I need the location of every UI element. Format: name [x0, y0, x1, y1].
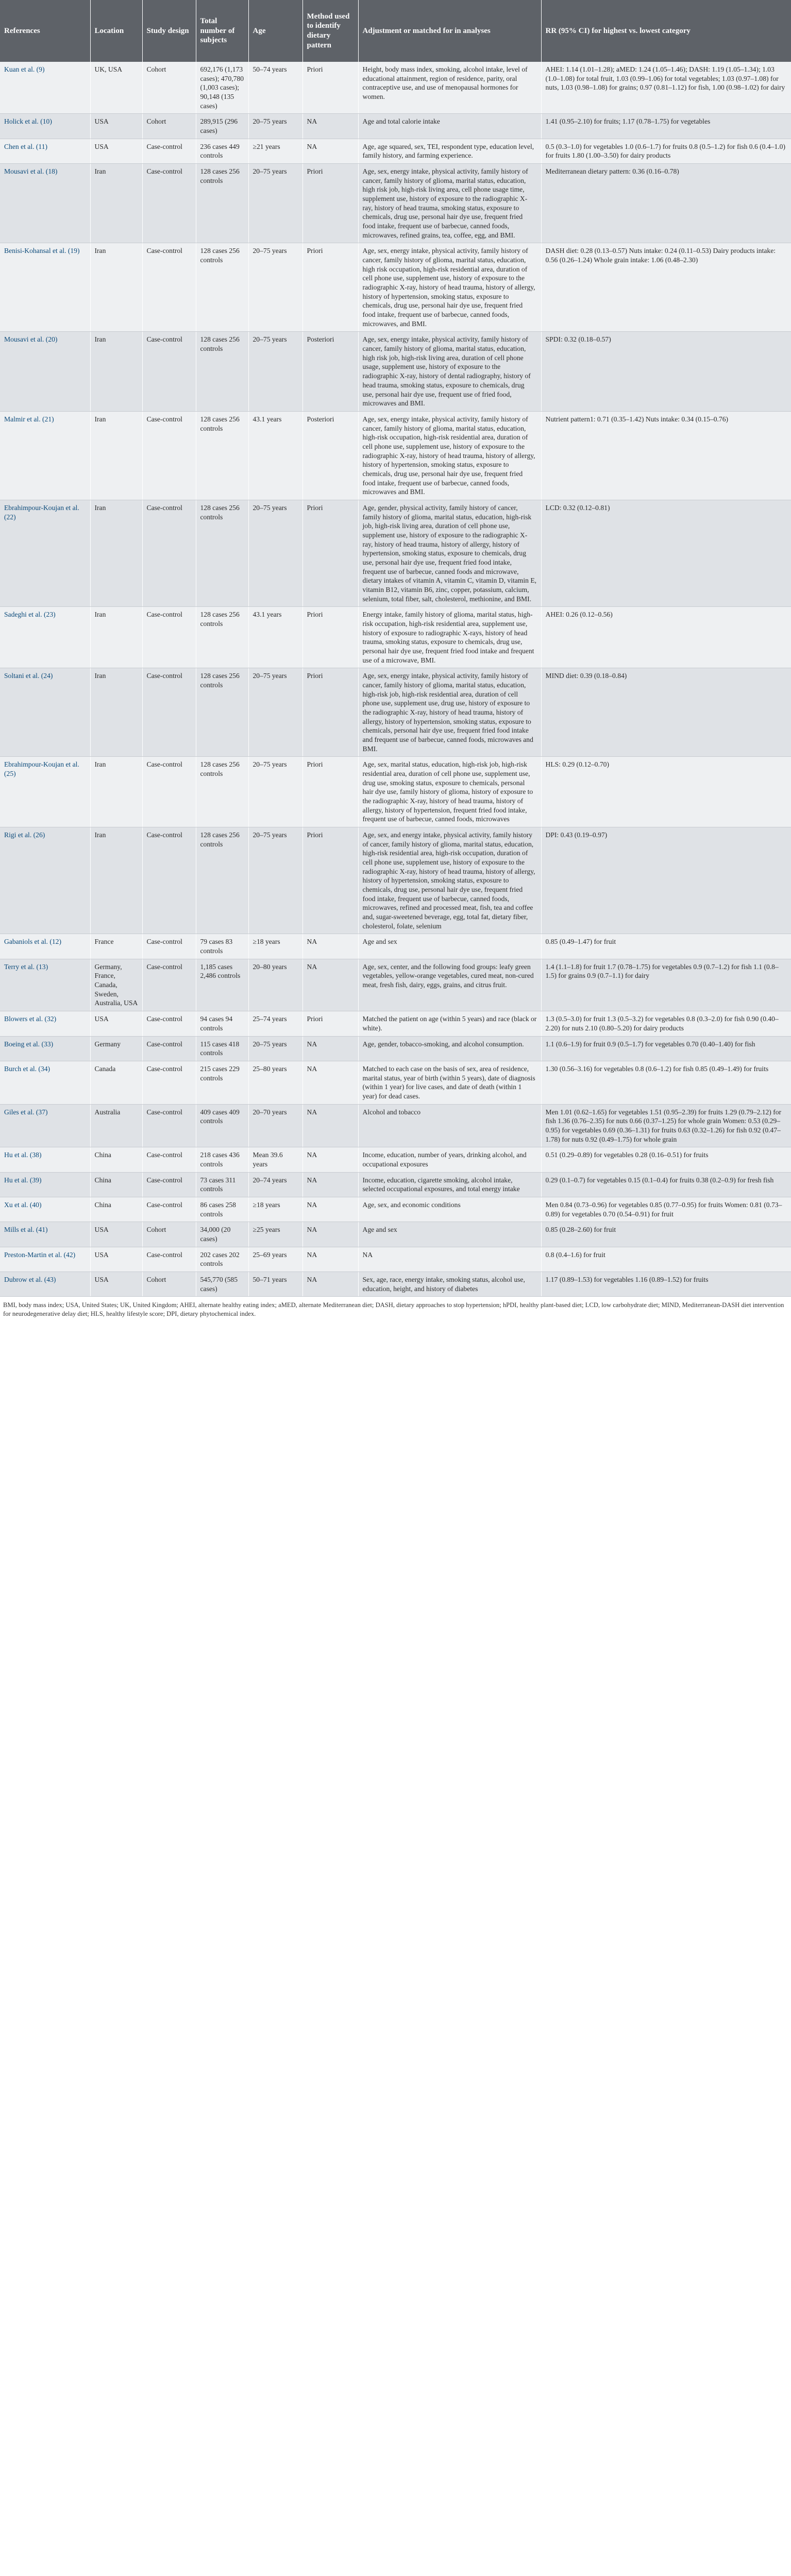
rr-cell: 0.8 (0.4–1.6) for fruit [541, 1247, 791, 1272]
reference-cell[interactable]: Burch et al. (34) [0, 1061, 90, 1104]
location-cell: Germany [90, 1036, 142, 1061]
subjects-cell: 128 cases 256 controls [196, 500, 248, 606]
age-cell: 20–75 years [248, 500, 302, 606]
rr-cell: 0.51 (0.29–0.89) for vegetables 0.28 (0.16–0.51) for fruits [541, 1147, 791, 1172]
adjustment-cell: Age, sex, center, and the following food groups: leafy green vegetables, yellow-orange vegetables, cured meat, non-cured meat, fresh fish, dairy, eggs, grains, and citrus fruit. [358, 959, 541, 1011]
age-cell: Mean 39.6 years [248, 1147, 302, 1172]
rr-cell: 1.1 (0.6–1.9) for fruit 0.9 (0.5–1.7) for vegetables 0.70 (0.40–1.40) for fish [541, 1036, 791, 1061]
location-cell: USA [90, 1222, 142, 1247]
table-row [0, 934, 791, 959]
study-design-cell: Case-control [142, 243, 196, 332]
reference-cell[interactable]: Benisi-Kohansal et al. (19) [0, 243, 90, 332]
table-row [0, 411, 791, 500]
reference-cell[interactable]: Xu et al. (40) [0, 1197, 90, 1222]
table-row [0, 243, 791, 332]
rr-cell: Nutrient pattern1: 0.71 (0.35–1.42) Nuts intake: 0.34 (0.15–0.76) [541, 411, 791, 500]
table-row [0, 1197, 791, 1222]
location-cell: USA [90, 1247, 142, 1272]
adjustment-cell: Energy intake, family history of glioma, marital status, high-risk occupation, high-risk residential area, supplement use, history of exposure to radiographic X-rays, history of head trauma, smoking status, exposure to chemicals, drug use, personal hair dye use, frequent fried food intake and frequent use of a microwave, BMI. [358, 607, 541, 668]
age-cell: 20–75 years [248, 164, 302, 243]
subjects-cell: 545,770 (585 cases) [196, 1272, 248, 1296]
age-cell: 20–74 years [248, 1172, 302, 1197]
method-cell: Priori [302, 62, 358, 114]
reference-cell[interactable]: Sadeghi et al. (23) [0, 607, 90, 668]
age-cell: 25–80 years [248, 1061, 302, 1104]
reference-cell[interactable]: Malmir et al. (21) [0, 411, 90, 500]
column-header: Age [248, 0, 302, 62]
adjustment-cell: Age and total calorie intake [358, 114, 541, 139]
subjects-cell: 128 cases 256 controls [196, 607, 248, 668]
method-cell: NA [302, 139, 358, 163]
study-design-cell: Case-control [142, 332, 196, 411]
study-design-cell: Case-control [142, 607, 196, 668]
table-row [0, 332, 791, 411]
rr-cell: 0.5 (0.3–1.0) for vegetables 1.0 (0.6–1.7) for fruits 0.8 (0.5–1.2) for fish 0.6 (0.4–1.0) for fruits 1.80 (1.00–3.50) for dairy products [541, 139, 791, 163]
method-cell: Priori [302, 1011, 358, 1036]
table-row [0, 1036, 791, 1061]
age-cell: 20–75 years [248, 243, 302, 332]
age-cell: 20–75 years [248, 668, 302, 757]
subjects-cell: 236 cases 449 controls [196, 139, 248, 163]
study-design-cell: Case-control [142, 411, 196, 500]
adjustment-cell: Income, education, cigarette smoking, alcohol intake, selected occupational exposures, and total energy intake [358, 1172, 541, 1197]
table-row [0, 757, 791, 827]
column-header: Study design [142, 0, 196, 62]
subjects-cell: 128 cases 256 controls [196, 332, 248, 411]
rr-cell: DASH diet: 0.28 (0.13–0.57) Nuts intake: 0.24 (0.11–0.53) Dairy products intake: 0.56 (0.26–1.24) Whole grain intake: 1.06 (0.48–2.30) [541, 243, 791, 332]
rr-cell: 1.17 (0.89–1.53) for vegetables 1.16 (0.89–1.52) for fruits [541, 1272, 791, 1296]
method-cell: Priori [302, 607, 358, 668]
location-cell: France [90, 934, 142, 959]
study-design-cell: Case-control [142, 934, 196, 959]
subjects-cell: 218 cases 436 controls [196, 1147, 248, 1172]
table-row [0, 1222, 791, 1247]
reference-cell[interactable]: Ebrahimpour-Koujan et al. (22) [0, 500, 90, 606]
column-header: Adjustment or matched for in analyses [358, 0, 541, 62]
subjects-cell: 86 cases 258 controls [196, 1197, 248, 1222]
location-cell: USA [90, 114, 142, 139]
subjects-cell: 128 cases 256 controls [196, 827, 248, 934]
location-cell: Iran [90, 500, 142, 606]
reference-cell[interactable]: Hu et al. (38) [0, 1147, 90, 1172]
age-cell: 20–80 years [248, 959, 302, 1011]
reference-cell[interactable]: Mousavi et al. (20) [0, 332, 90, 411]
table-footnote: BMI, body mass index; USA, United States; UK, United Kingdom; AHEI, alternate healthy eating index; aMED, alternate Mediterranean diet; DASH, dietary approaches to stop hypertension; hPDI, healthy plant-based diet; LCD, low carbohydrate diet; MIND, Mediterranean-DASH diet intervention for neurodegenerative delay diet; HLS, healthy lifestyle score; DPI, dietary phytochemical index. [0, 1297, 791, 1323]
subjects-cell: 79 cases 83 controls [196, 934, 248, 959]
age-cell: 50–71 years [248, 1272, 302, 1296]
method-cell: Priori [302, 164, 358, 243]
table-row [0, 1061, 791, 1104]
adjustment-cell: Age, sex, and energy intake, physical activity, family history of cancer, family history of glioma, marital status, education, high-risk residential area, high-risk occupation, duration of cell phone use, supplement use, history of exposure to the radiographic X-ray, history of head trauma, history of allergy, history of hypertension, smoking status, exposure to chemicals, drug use, personal hair dye use, frequent fried food intake, frequent use of barbecue, canned foods, microwaves, refined and processed meat, fish, tea and coffee and, sugar-sweetened beverage, egg, total fat, dietary fiber, cholesterol, folate, selenium [358, 827, 541, 934]
study-design-cell: Case-control [142, 164, 196, 243]
table-row [0, 1147, 791, 1172]
reference-cell[interactable]: Terry et al. (13) [0, 959, 90, 1011]
adjustment-cell: Sex, age, race, energy intake, smoking status, alcohol use, education, height, and history of diabetes [358, 1272, 541, 1296]
rr-cell: 0.85 (0.49–1.47) for fruit [541, 934, 791, 959]
rr-cell: LCD: 0.32 (0.12–0.81) [541, 500, 791, 606]
study-design-cell: Cohort [142, 114, 196, 139]
study-design-cell: Cohort [142, 1272, 196, 1296]
table-row [0, 139, 791, 163]
rr-cell: AHEI: 1.14 (1.01–1.28); aMED: 1.24 (1.05–1.46); DASH: 1.19 (1.05–1.34); 1.03 (1.0–1.08) for total fruit, 1.03 (0.99–1.06) for total vegetables; 1.03 (0.97–1.08) for nuts, 1.03 (0.98–1.08) for grains; 0.97 (0.81–1.12) for fish, 1.00 (0.98–1.02) for dairy [541, 62, 791, 114]
reference-cell[interactable]: Ebrahimpour-Koujan et al. (25) [0, 757, 90, 827]
study-design-cell: Case-control [142, 1011, 196, 1036]
method-cell: Priori [302, 500, 358, 606]
age-cell: 25–69 years [248, 1247, 302, 1272]
reference-cell[interactable]: Kuan et al. (9) [0, 62, 90, 114]
study-design-cell: Case-control [142, 1036, 196, 1061]
adjustment-cell: Age, sex, marital status, education, high-risk job, high-risk residential area, duration of cell phone use, supplement use, drug use, smoking status, exposure to chemicals, personal hair dye use, family history of glioma, history of exposure to the radiographic X-ray, history of head trauma, history of allergy, history of hypertension, frequent fried food intake, frequent use of barbecue, canned foods, microwaves [358, 757, 541, 827]
column-header: Location [90, 0, 142, 62]
location-cell: China [90, 1197, 142, 1222]
location-cell: Iran [90, 668, 142, 757]
reference-cell[interactable]: Rigi et al. (26) [0, 827, 90, 934]
location-cell: USA [90, 1272, 142, 1296]
rr-cell: 1.4 (1.1–1.8) for fruit 1.7 (0.78–1.75) for vegetables 0.9 (0.7–1.2) for fish 1.1 (0.8–1.5) for grains 0.9 (0.7–1.1) for dairy [541, 959, 791, 1011]
study-design-cell: Case-control [142, 1197, 196, 1222]
age-cell: 20–75 years [248, 1036, 302, 1061]
location-cell: Iran [90, 243, 142, 332]
method-cell: NA [302, 1222, 358, 1247]
subjects-cell: 128 cases 256 controls [196, 243, 248, 332]
location-cell: Iran [90, 757, 142, 827]
rr-cell: MIND diet: 0.39 (0.18–0.84) [541, 668, 791, 757]
reference-cell[interactable]: Soltani et al. (24) [0, 668, 90, 757]
method-cell: Priori [302, 827, 358, 934]
rr-cell: Men 0.84 (0.73–0.96) for vegetables 0.85 (0.77–0.95) for fruits Women: 0.81 (0.73–0.89) for vegetables 0.70 (0.54–0.91) for fruit [541, 1197, 791, 1222]
adjustment-cell: Income, education, number of years, drinking alcohol, and occupational exposures [358, 1147, 541, 1172]
column-header: Method used to identify dietary pattern [302, 0, 358, 62]
subjects-cell: 115 cases 418 controls [196, 1036, 248, 1061]
method-cell: NA [302, 1172, 358, 1197]
column-header: RR (95% CI) for highest vs. lowest category [541, 0, 791, 62]
study-design-cell: Case-control [142, 959, 196, 1011]
subjects-cell: 94 cases 94 controls [196, 1011, 248, 1036]
adjustment-cell: Age, age squared, sex, TEI, respondent type, education level, family history, and farming experience. [358, 139, 541, 163]
location-cell: Germany, France, Canada, Sweden, Australia, USA [90, 959, 142, 1011]
rr-cell: HLS: 0.29 (0.12–0.70) [541, 757, 791, 827]
column-header: Total number of subjects [196, 0, 248, 62]
study-design-cell: Case-control [142, 139, 196, 163]
subjects-cell: 128 cases 256 controls [196, 164, 248, 243]
age-cell: 20–75 years [248, 827, 302, 934]
table-row [0, 1272, 791, 1296]
study-design-cell: Case-control [142, 1061, 196, 1104]
reference-cell[interactable]: Giles et al. (37) [0, 1104, 90, 1147]
age-cell: 20–75 years [248, 332, 302, 411]
adjustment-cell: NA [358, 1247, 541, 1272]
table-row [0, 1011, 791, 1036]
location-cell: Canada [90, 1061, 142, 1104]
table-row [0, 959, 791, 1011]
adjustment-cell: Age, gender, physical activity, family history of cancer, family history of glioma, marital status, education, high-risk job, high-risk living area, duration of cell phone use, supplement use, history of exposure to the radiographic X-ray, history of head trauma, history of allergy, history of hypertension, smoking status, exposure to chemicals, drug use, personal hair dye use, frequent fried food intake, frequent use of barbecue, canned foods and microwave, dietary intakes of vitamin A, vitamin C, vitamin D, vitamin E, vitamin B12, vitamin B6, zinc, copper, potassium, calcium, selenium, total fiber, salt, cholesterol, methionine, and BMI. [358, 500, 541, 606]
reference-cell[interactable]: Preston-Martin et al. (42) [0, 1247, 90, 1272]
reference-cell[interactable]: Gabaniols et al. (12) [0, 934, 90, 959]
method-cell: NA [302, 934, 358, 959]
rr-cell: 1.30 (0.56–3.16) for vegetables 0.8 (0.6–1.2) for fish 0.85 (0.49–1.49) for fruits [541, 1061, 791, 1104]
rr-cell: 1.41 (0.95–2.10) for fruits; 1.17 (0.78–1.75) for vegetables [541, 114, 791, 139]
adjustment-cell: Matched to each case on the basis of sex, area of residence, marital status, year of birth (within 5 years), date of diagnosis (within 1 year) for live cases, and date of death (within 1 year) for dead cases. [358, 1061, 541, 1104]
method-cell: Priori [302, 757, 358, 827]
age-cell: ≥21 years [248, 139, 302, 163]
study-design-cell: Case-control [142, 500, 196, 606]
method-cell: NA [302, 1197, 358, 1222]
table-row [0, 1247, 791, 1272]
table-row [0, 1172, 791, 1197]
adjustment-cell: Alcohol and tobacco [358, 1104, 541, 1147]
subjects-cell: 1,185 cases 2,486 controls [196, 959, 248, 1011]
method-cell: NA [302, 1147, 358, 1172]
table-row [0, 607, 791, 668]
study-design-cell: Case-control [142, 1104, 196, 1147]
age-cell: 43.1 years [248, 607, 302, 668]
subjects-cell: 128 cases 256 controls [196, 668, 248, 757]
location-cell: UK, USA [90, 62, 142, 114]
table-row [0, 114, 791, 139]
rr-cell: SPDI: 0.32 (0.18–0.57) [541, 332, 791, 411]
study-design-cell: Case-control [142, 757, 196, 827]
column-header: References [0, 0, 90, 62]
reference-cell[interactable]: Mousavi et al. (18) [0, 164, 90, 243]
method-cell: NA [302, 114, 358, 139]
reference-cell[interactable]: Chen et al. (11) [0, 139, 90, 163]
study-design-cell: Cohort [142, 1222, 196, 1247]
location-cell: China [90, 1172, 142, 1197]
adjustment-cell: Age, sex, energy intake, physical activity, family history of cancer, family history of glioma, marital status, education, high risk occupation, high-risk residential area, duration of cell phone use, supplement use, history of exposure to the radiographic X-ray, history of head trauma, history of allergy, history of hypertension, smoking status, exposure to chemicals, drug use, personal hair dye use, frequent fried food intake, frequent use of barbecue, canned foods, microwaves, and BMI. [358, 243, 541, 332]
subjects-cell: 128 cases 256 controls [196, 757, 248, 827]
study-design-cell: Case-control [142, 1147, 196, 1172]
table-row [0, 668, 791, 757]
reference-cell[interactable]: Blowers et al. (32) [0, 1011, 90, 1036]
age-cell: ≥18 years [248, 1197, 302, 1222]
table-header [0, 0, 791, 62]
reference-cell[interactable]: Dubrow et al. (43) [0, 1272, 90, 1296]
method-cell: NA [302, 1061, 358, 1104]
subjects-cell: 289,915 (296 cases) [196, 114, 248, 139]
location-cell: Iran [90, 607, 142, 668]
method-cell: Priori [302, 243, 358, 332]
adjustment-cell: Matched the patient on age (within 5 years) and race (black or white). [358, 1011, 541, 1036]
location-cell: Iran [90, 827, 142, 934]
table-row [0, 827, 791, 934]
study-design-cell: Case-control [142, 668, 196, 757]
method-cell: NA [302, 1247, 358, 1272]
method-cell: NA [302, 1036, 358, 1061]
age-cell: 25–74 years [248, 1011, 302, 1036]
rr-cell: DPI: 0.43 (0.19–0.97) [541, 827, 791, 934]
rr-cell: 0.85 (0.28–2.60) for fruit [541, 1222, 791, 1247]
subjects-cell: 128 cases 256 controls [196, 411, 248, 500]
subjects-cell: 215 cases 229 controls [196, 1061, 248, 1104]
age-cell: ≥18 years [248, 934, 302, 959]
age-cell: 50–74 years [248, 62, 302, 114]
method-cell: Posteriori [302, 411, 358, 500]
subjects-cell: 692,176 (1,173 cases); 470,780 (1,003 cases); 90,148 (135 cases) [196, 62, 248, 114]
method-cell: Posteriori [302, 332, 358, 411]
subjects-cell: 409 cases 409 controls [196, 1104, 248, 1147]
age-cell: 20–75 years [248, 757, 302, 827]
location-cell: USA [90, 1011, 142, 1036]
subjects-cell: 73 cases 311 controls [196, 1172, 248, 1197]
table-row [0, 500, 791, 606]
method-cell: NA [302, 1272, 358, 1296]
study-design-cell: Cohort [142, 62, 196, 114]
age-cell: 43.1 years [248, 411, 302, 500]
adjustment-cell: Age, sex, energy intake, physical activity, family history of cancer, family history of glioma, marital status, education, high risk job, high-risk living area, cell phone usage time, supplement use, history of exposure to the radiographic X-ray, history of head trauma, smoking status, exposure to chemicals, drug use, personal hair dye use, frequent fried food intake, frequent use of barbecue, canned foods, microwaves, refined grains, tea, coffee, egg, and BMI. [358, 164, 541, 243]
adjustment-cell: Height, body mass index, smoking, alcohol intake, level of educational attainment, region of residence, parity, oral contraceptive use, and use of menopausal hormones for women. [358, 62, 541, 114]
location-cell: Iran [90, 164, 142, 243]
adjustment-cell: Age, sex, energy intake, physical activity, family history of cancer, family history of glioma, marital status, education, high-risk occupation, high-risk residential area, duration of cell phone use, supplement use, history of exposure to the radiographic X-ray, history of head trauma, history of allergy, history of hypertension, smoking status, exposure to chemicals, drug use, personal hair dye use, frequent fried food intake, frequent use of barbecue, canned foods, microwaves and BMI. [358, 411, 541, 500]
method-cell: Priori [302, 668, 358, 757]
adjustment-cell: Age and sex [358, 1222, 541, 1247]
age-cell: 20–70 years [248, 1104, 302, 1147]
table-body [0, 62, 791, 1297]
reference-cell[interactable]: Hu et al. (39) [0, 1172, 90, 1197]
subjects-cell: 202 cases 202 controls [196, 1247, 248, 1272]
study-design-cell: Case-control [142, 1247, 196, 1272]
rr-cell: Men 1.01 (0.62–1.65) for vegetables 1.51 (0.95–2.39) for fruits 1.29 (0.79–2.12) for fish 1.36 (0.76–2.35) for nuts 0.66 (0.37–1.25) for whole grain Women: 0.53 (0.29–0.95) for vegetables 0.69 (0.36–1.31) for fruits 0.63 (0.32–1.26) for fish 0.92 (0.47–1.78) for nuts 0.92 (0.49–1.75) for whole grain [541, 1104, 791, 1147]
subjects-cell: 34,000 (20 cases) [196, 1222, 248, 1247]
reference-cell[interactable]: Mills et al. (41) [0, 1222, 90, 1247]
study-design-cell: Case-control [142, 827, 196, 934]
adjustment-cell: Age, gender, tobacco-smoking, and alcohol consumption. [358, 1036, 541, 1061]
table-row [0, 1104, 791, 1147]
reference-cell[interactable]: Boeing et al. (33) [0, 1036, 90, 1061]
location-cell: Iran [90, 411, 142, 500]
location-cell: Australia [90, 1104, 142, 1147]
method-cell: NA [302, 959, 358, 1011]
reference-cell[interactable]: Holick et al. (10) [0, 114, 90, 139]
adjustment-cell: Age, sex, and economic conditions [358, 1197, 541, 1222]
age-cell: ≥25 years [248, 1222, 302, 1247]
table-row [0, 164, 791, 243]
study-design-cell: Case-control [142, 1172, 196, 1197]
rr-cell: Mediterranean dietary pattern: 0.36 (0.16–0.78) [541, 164, 791, 243]
adjustment-cell: Age, sex, energy intake, physical activity, family history of cancer, family history of glioma, marital status, education, high-risk job, high-risk residential area, duration of cell phone use, supplement use, drug use, history of exposure to the radiographic X-ray, history of head trauma, history of allergy, history of hypertension, smoking status, exposure to chemicals, personal hair dye use, frequent fried food intake and frequent use of barbecue, canned foods, microwaves and BMI. [358, 668, 541, 757]
rr-cell: AHEI: 0.26 (0.12–0.56) [541, 607, 791, 668]
age-cell: 20–75 years [248, 114, 302, 139]
location-cell: Iran [90, 332, 142, 411]
rr-cell: 0.29 (0.1–0.7) for vegetables 0.15 (0.1–0.4) for fruits 0.38 (0.2–0.9) for fresh fish [541, 1172, 791, 1197]
adjustment-cell: Age, sex, energy intake, physical activity, family history of cancer, family history of glioma, marital status, education, high risk job, high-risk living area, duration of cell phone usage, supplement use, history of exposure to the radiographic X-ray, history of dental radiography, history of head trauma, smoking status, exposure to chemicals, drug use, personal hair dye use, frequent use of fried food, microwaves and BMI. [358, 332, 541, 411]
location-cell: China [90, 1147, 142, 1172]
rr-cell: 1.3 (0.5–3.0) for fruit 1.3 (0.5–3.2) for vegetables 0.8 (0.3–2.0) for fish 0.90 (0.40–2.20) for nuts 2.10 (0.80–5.20) for dairy products [541, 1011, 791, 1036]
method-cell: NA [302, 1104, 358, 1147]
location-cell: USA [90, 139, 142, 163]
table-row [0, 62, 791, 114]
adjustment-cell: Age and sex [358, 934, 541, 959]
